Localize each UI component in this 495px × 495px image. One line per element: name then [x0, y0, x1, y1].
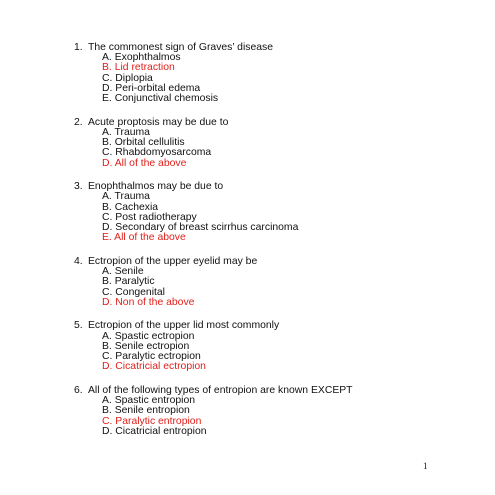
option-text: Spastic entropion	[114, 395, 196, 407]
question-item	[74, 43, 474, 104]
option-text: Diplopia	[115, 72, 153, 84]
option-text: Rhabdomyosarcoma	[115, 147, 212, 159]
question-number: 3.	[74, 181, 83, 193]
question-text: Acute proptosis may be due to	[88, 116, 229, 128]
question-text: All of the following types of entropion are known EXCEPT	[88, 384, 353, 396]
option-letter: B.	[102, 340, 112, 352]
option-text: Lid retraction	[114, 62, 175, 74]
option-letter: D.	[102, 361, 113, 373]
question-text: Ectropion of the upper eyelid may be	[88, 255, 258, 267]
option-text: Orbital cellulitis	[114, 137, 185, 149]
question-item	[74, 182, 474, 243]
option-letter: A.	[102, 330, 112, 342]
option-text: Congenital	[115, 286, 165, 298]
question-list	[74, 43, 474, 451]
option-letter: A.	[102, 191, 112, 203]
option-text: Senile entropion	[114, 405, 190, 417]
answer-options	[74, 128, 474, 169]
option-letter: A.	[102, 126, 112, 138]
option-letter: D.	[102, 157, 113, 169]
option-letter: B.	[102, 201, 112, 213]
option-text: Trauma	[114, 126, 150, 138]
option-letter: D.	[102, 222, 113, 234]
option-text: All of the above	[114, 232, 186, 244]
option-letter: C.	[102, 147, 113, 159]
question-text: The commonest sign of Graves’ disease	[88, 42, 273, 53]
option-letter: B.	[102, 62, 112, 74]
option-letter: B.	[102, 276, 112, 288]
answer-options	[74, 53, 474, 104]
option-text: Cicatricial ectropion	[115, 361, 206, 373]
option-letter: D.	[102, 425, 113, 437]
option-letter: C.	[102, 415, 113, 427]
option-letter: B.	[102, 405, 112, 417]
option-letter: D.	[102, 82, 113, 94]
option-text: Senile ectropion	[114, 340, 190, 352]
option-letter: B.	[102, 137, 112, 149]
question-number: 5.	[74, 320, 83, 332]
question-number: 1.	[74, 42, 83, 53]
option-letter: C.	[102, 351, 113, 363]
answer-option	[102, 267, 474, 277]
option-text: Non of the above	[115, 296, 195, 308]
option-letter: C.	[102, 72, 113, 84]
answer-option-correct	[102, 159, 474, 169]
option-text: Peri-orbital edema	[115, 82, 201, 94]
answer-option-correct	[102, 362, 474, 372]
option-text: Secondary of breast scirrhus carcinoma	[115, 222, 299, 234]
option-text: Paralytic ectropion	[115, 351, 201, 363]
option-letter: A.	[102, 395, 112, 407]
answer-option-correct	[102, 63, 474, 73]
option-text: Spastic ectropion	[114, 330, 195, 342]
question-item	[74, 118, 474, 169]
option-letter: C.	[102, 211, 113, 223]
option-text: Senile	[114, 266, 144, 278]
question-text: Enophthalmos may be due to	[88, 181, 224, 193]
question-text: Ectropion of the upper lid most commonly	[88, 320, 280, 332]
question-number: 2.	[74, 116, 83, 128]
question-item	[74, 321, 474, 372]
answer-options	[74, 192, 474, 243]
option-letter: E.	[102, 93, 112, 105]
answer-options	[74, 267, 474, 308]
question-number: 6.	[74, 384, 83, 396]
answer-option-correct	[102, 298, 474, 308]
question-number: 4.	[74, 255, 83, 267]
option-letter: D.	[102, 296, 113, 308]
option-letter: C.	[102, 286, 113, 298]
option-text: Trauma	[114, 191, 150, 203]
option-text: Cachexia	[114, 201, 159, 213]
option-text: Paralytic entropion	[115, 415, 202, 427]
answer-options	[74, 332, 474, 373]
option-letter: A.	[102, 52, 112, 64]
option-text: Exophthalmos	[114, 52, 181, 64]
answer-option	[102, 427, 474, 437]
option-letter: E.	[102, 232, 112, 244]
answer-option-correct	[102, 233, 474, 243]
answer-option	[102, 94, 474, 104]
question-item	[74, 386, 474, 437]
option-text: Conjunctival chemosis	[114, 93, 219, 105]
option-text: Post radiotherapy	[115, 211, 197, 223]
option-text: Cicatricial entropion	[115, 425, 207, 437]
option-letter: A.	[102, 266, 112, 278]
page-number: 1	[423, 461, 428, 471]
answer-options	[74, 396, 474, 437]
question-item	[74, 257, 474, 308]
option-text: All of the above	[114, 157, 187, 169]
option-text: Paralytic	[114, 276, 155, 288]
